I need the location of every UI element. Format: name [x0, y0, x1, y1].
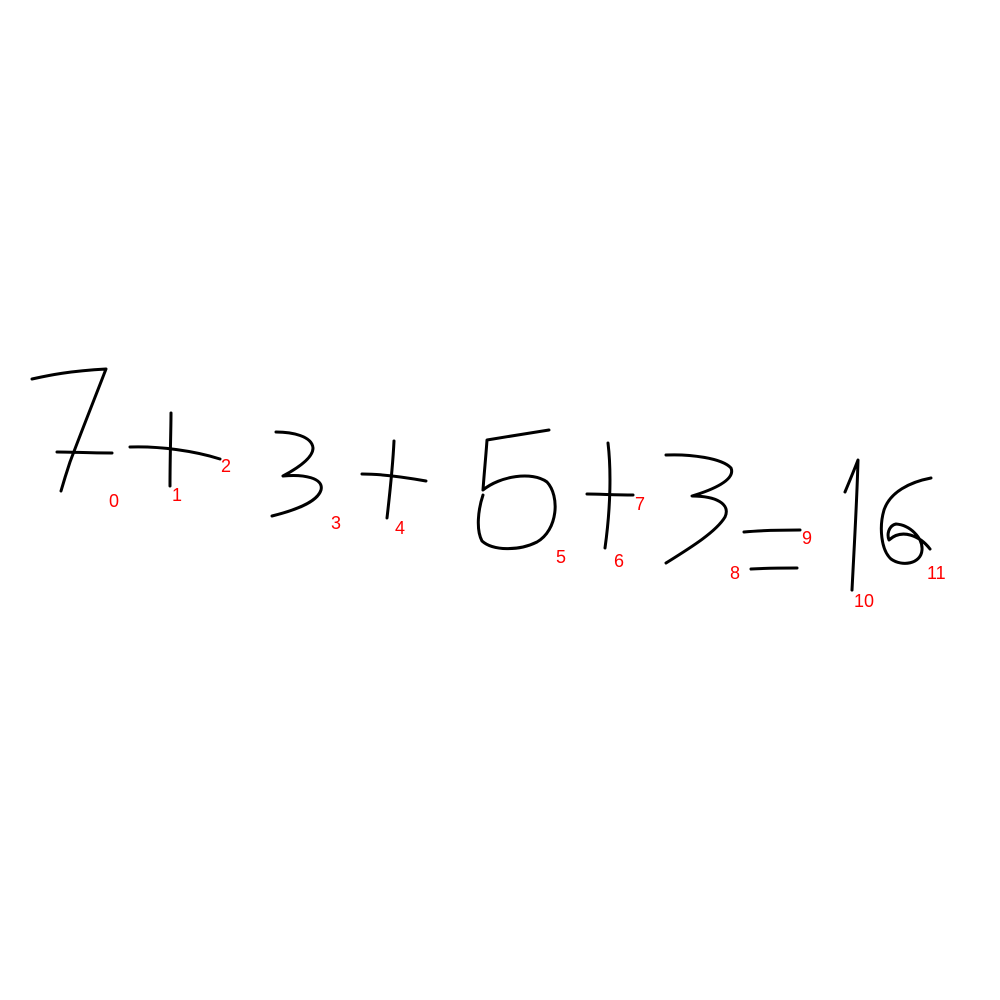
stroke-7-plus-horizontal: [587, 494, 633, 495]
stroke-label-3: 3: [331, 513, 342, 533]
stroke-label-6: 6: [614, 551, 625, 571]
stroke-0-seven-crossbar: [57, 452, 112, 453]
stroke-label-11: 11: [927, 563, 946, 583]
stroke-label-0: 0: [109, 491, 120, 511]
stroke-label-5: 5: [556, 547, 567, 567]
stroke-label-1: 1: [172, 485, 183, 505]
stroke-label-8: 8: [730, 563, 741, 583]
stroke-label-2: 2: [221, 456, 232, 476]
stroke-label-4: 4: [395, 518, 406, 538]
stroke-8-equals-bottom: [751, 568, 797, 569]
stroke-label-10: 10: [854, 591, 875, 611]
stroke-label-9: 9: [802, 528, 813, 548]
stroke-label-7: 7: [635, 494, 646, 514]
